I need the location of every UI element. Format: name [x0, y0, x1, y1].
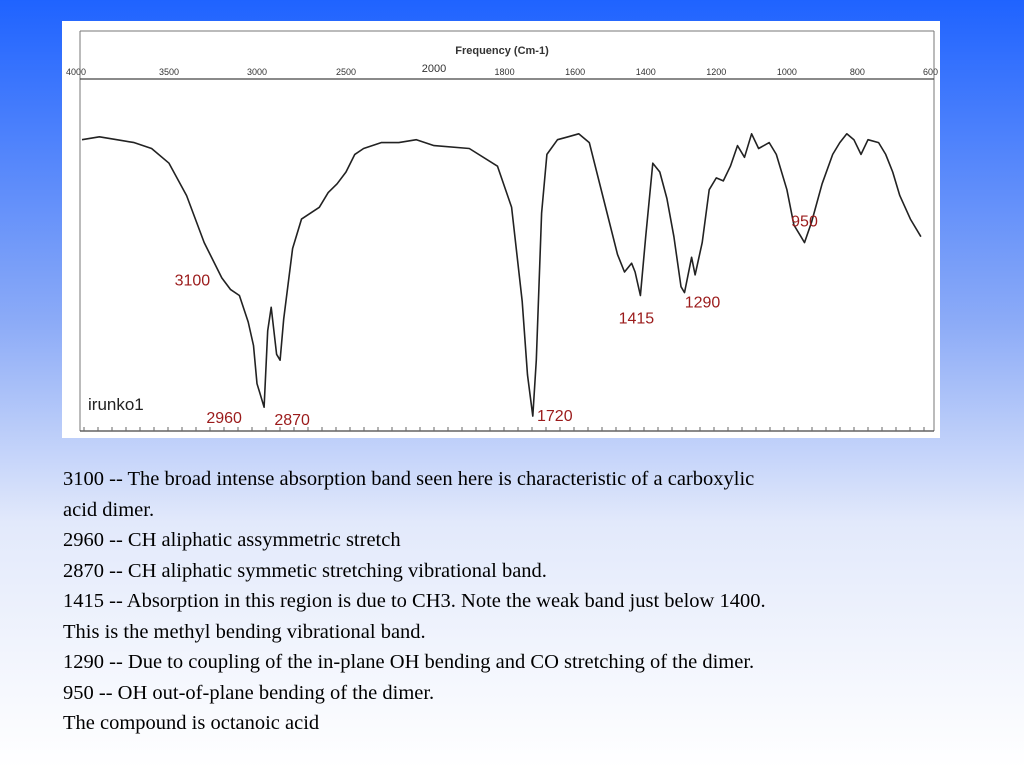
chart-title: Frequency (Cm-1): [455, 45, 549, 57]
x-tick-label: 600: [922, 67, 938, 77]
peak-label: 1720: [537, 408, 573, 426]
bottom-tick-marks: [84, 427, 924, 431]
peak-label: 3100: [174, 272, 211, 290]
note-line: 2870 -- CH aliphatic symmetic stretching vibrational band.: [63, 559, 547, 582]
spectrum-svg: [62, 21, 940, 438]
note-line: This is the methyl bending vibrational band.: [63, 620, 426, 643]
peak-label: 1415: [618, 310, 655, 328]
x-tick-label: 1600: [565, 67, 586, 77]
note-line: acid dimer.: [63, 498, 155, 521]
x-tick-label: 1000: [776, 67, 797, 77]
x-tick-label: 1200: [706, 67, 727, 77]
x-tick-label: 2000: [421, 63, 447, 75]
note-line: 3100 -- The broad intense absorption band seen here is characteristic of a carboxylic: [63, 468, 755, 490]
peak-label: 2960: [206, 410, 242, 428]
x-tick-label: 4000: [66, 67, 87, 77]
note-line: 1290 -- Due to coupling of the in-plane OH bending and CO stretching of the dimer.: [63, 651, 755, 673]
note-line: 2960 -- CH aliphatic assymmetric stretch: [63, 529, 401, 551]
x-tick-label: 1400: [635, 67, 656, 77]
sample-label: irunko1: [88, 395, 144, 414]
x-tick-label: 1800: [494, 67, 515, 77]
ir-spectrum-chart: [62, 21, 940, 438]
spectrum-notes: [63, 464, 963, 739]
x-tick-label: 3000: [246, 67, 268, 77]
note-line: 950 -- OH out-of-plane bending of the dimer.: [63, 681, 435, 704]
peak-label: 2870: [274, 412, 310, 430]
x-tick-label: 2500: [335, 67, 357, 77]
peak-label: 950: [791, 213, 818, 231]
peak-label: 1290: [684, 294, 721, 312]
x-tick-label: 800: [849, 67, 865, 77]
note-line: 1415 -- Absorption in this region is due to CH3. Note the weak band just below 1400.: [63, 590, 766, 612]
x-tick-label: 3500: [158, 67, 180, 77]
note-line: The compound is octanoic acid: [63, 712, 320, 734]
